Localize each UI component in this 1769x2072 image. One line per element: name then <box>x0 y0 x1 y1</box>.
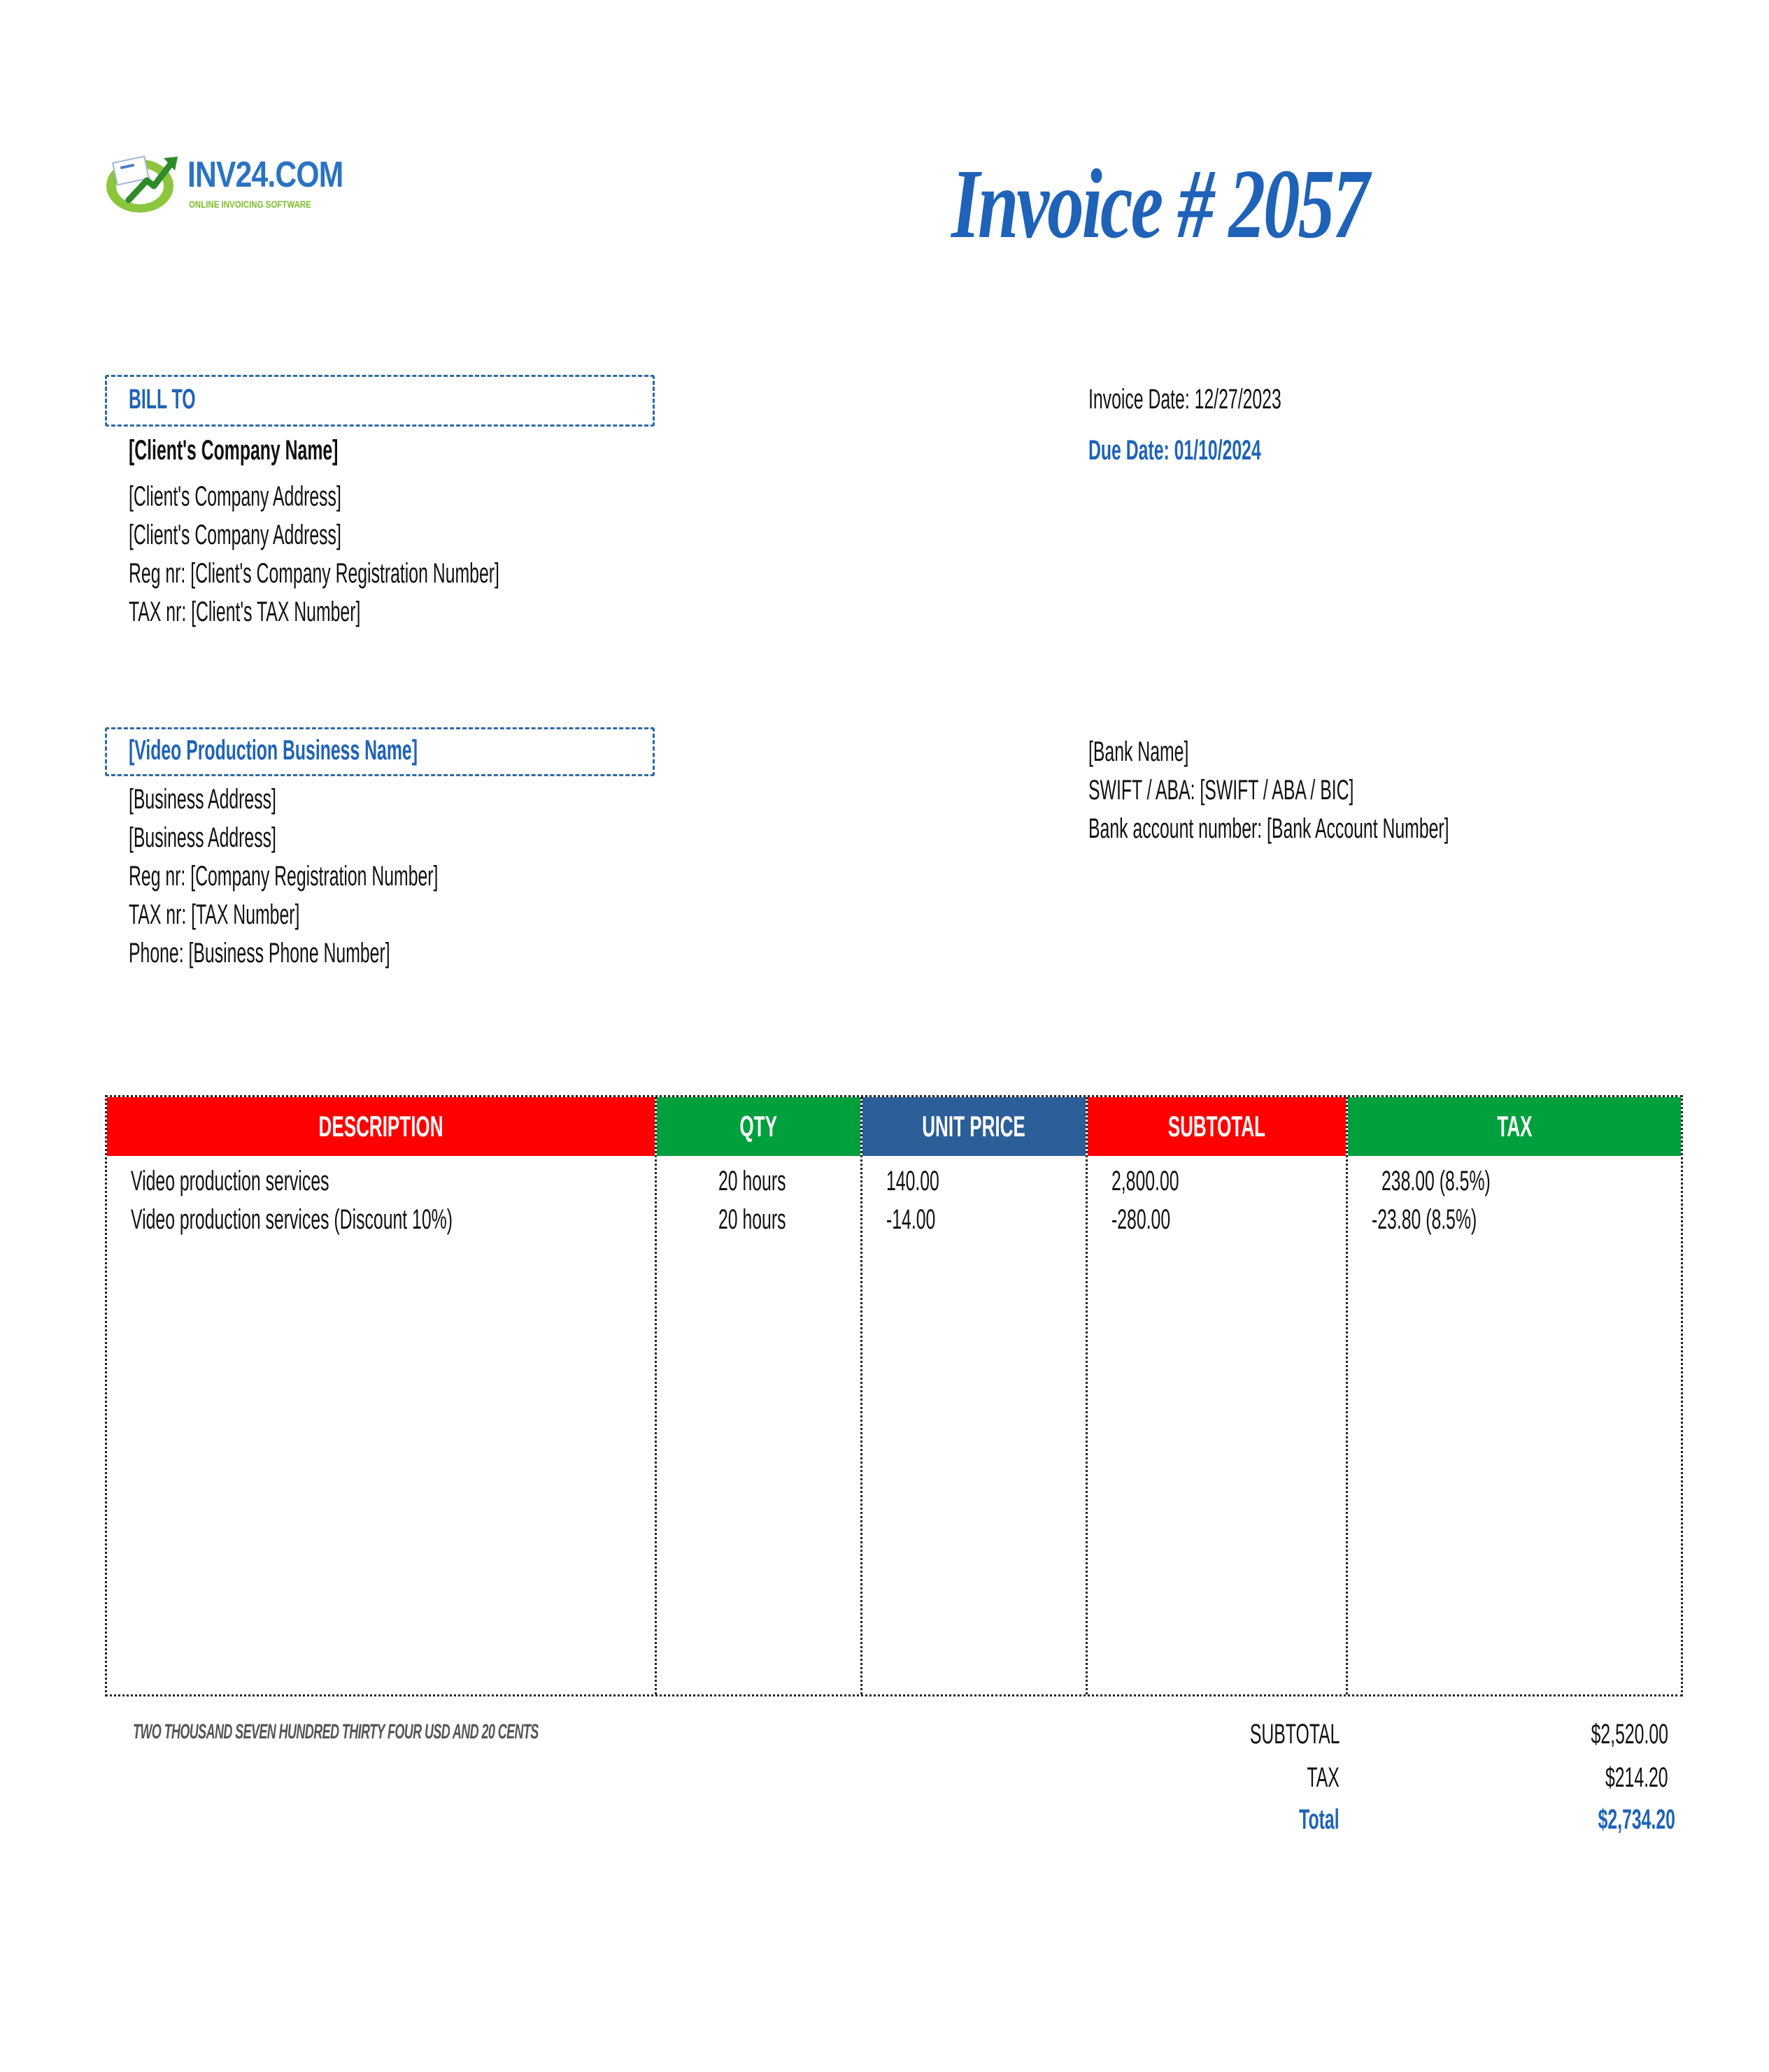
tax-label: TAX <box>1307 1762 1340 1793</box>
invoice-date: Invoice Date: 12/27/2023 <box>1088 384 1281 415</box>
logo-icon <box>105 145 182 215</box>
items-table <box>105 1095 1683 1696</box>
column-tax <box>1348 1097 1681 1694</box>
client-reg-number: Reg nr: [Client's Company Registration Number] <box>129 558 499 589</box>
seller-business-name: [Video Production Business Name] <box>129 735 418 766</box>
client-address-1: [Client's Company Address] <box>129 481 341 512</box>
seller-address-1: [Business Address] <box>129 784 276 815</box>
logo-tagline: ONLINE INVOICING SOFTWARE <box>189 199 311 210</box>
client-address-2: [Client's Company Address] <box>129 520 341 550</box>
row-2-subtotal: -280.00 <box>1111 1204 1171 1235</box>
row-2-qty: 20 hours <box>718 1204 786 1235</box>
bank-swift: SWIFT / ABA: [SWIFT / ABA / BIC] <box>1088 775 1354 806</box>
column-header-description: DESCRIPTION <box>107 1097 655 1156</box>
amount-in-words: TWO THOUSAND SEVEN HUNDRED THIRTY FOUR USD AND 20 CENTS <box>133 1720 539 1743</box>
bank-account: Bank account number: [Bank Account Number] <box>1088 813 1449 844</box>
bank-name: [Bank Name] <box>1088 736 1189 767</box>
subtotal-label: SUBTOTAL <box>1249 1719 1340 1750</box>
column-qty <box>657 1097 862 1694</box>
column-header-subtotal: SUBTOTAL <box>1088 1097 1346 1156</box>
row-1-qty: 20 hours <box>718 1166 786 1196</box>
column-subtotal <box>1088 1097 1348 1694</box>
seller-reg-number: Reg nr: [Company Registration Number] <box>129 861 439 892</box>
seller-phone: Phone: [Business Phone Number] <box>129 938 390 969</box>
row-1-subtotal: 2,800.00 <box>1111 1166 1179 1196</box>
client-tax-number: TAX nr: [Client's TAX Number] <box>129 596 361 627</box>
column-header-qty: QTY <box>657 1097 860 1156</box>
due-date: Due Date: 01/10/2024 <box>1088 435 1261 466</box>
column-header-unit-price: UNIT PRICE <box>862 1097 1086 1156</box>
row-2-description: Video production services (Discount 10%) <box>131 1204 453 1235</box>
column-header-tax: TAX <box>1348 1097 1681 1156</box>
total-label: Total <box>1299 1804 1340 1835</box>
company-logo <box>105 145 343 222</box>
column-description <box>107 1097 657 1694</box>
row-1-description: Video production services <box>131 1166 329 1196</box>
bill-to-header: BILL TO <box>129 384 196 415</box>
column-unit-price <box>862 1097 1088 1694</box>
row-1-tax: 238.00 (8.5%) <box>1381 1166 1491 1196</box>
row-1-unit-price: 140.00 <box>886 1166 939 1196</box>
total-value: $2,734.20 <box>1598 1804 1675 1835</box>
subtotal-value: $2,520.00 <box>1591 1719 1668 1750</box>
client-company-name: [Client's Company Name] <box>129 435 339 466</box>
row-2-tax: -23.80 (8.5%) <box>1372 1204 1477 1235</box>
seller-tax-number: TAX nr: [TAX Number] <box>129 899 300 930</box>
seller-address-2: [Business Address] <box>129 822 276 853</box>
logo-brand: INV24.COM <box>187 155 343 195</box>
invoice-title: Invoice # 2057 <box>951 148 1367 259</box>
tax-value: $214.20 <box>1605 1762 1668 1793</box>
row-2-unit-price: -14.00 <box>886 1204 936 1235</box>
